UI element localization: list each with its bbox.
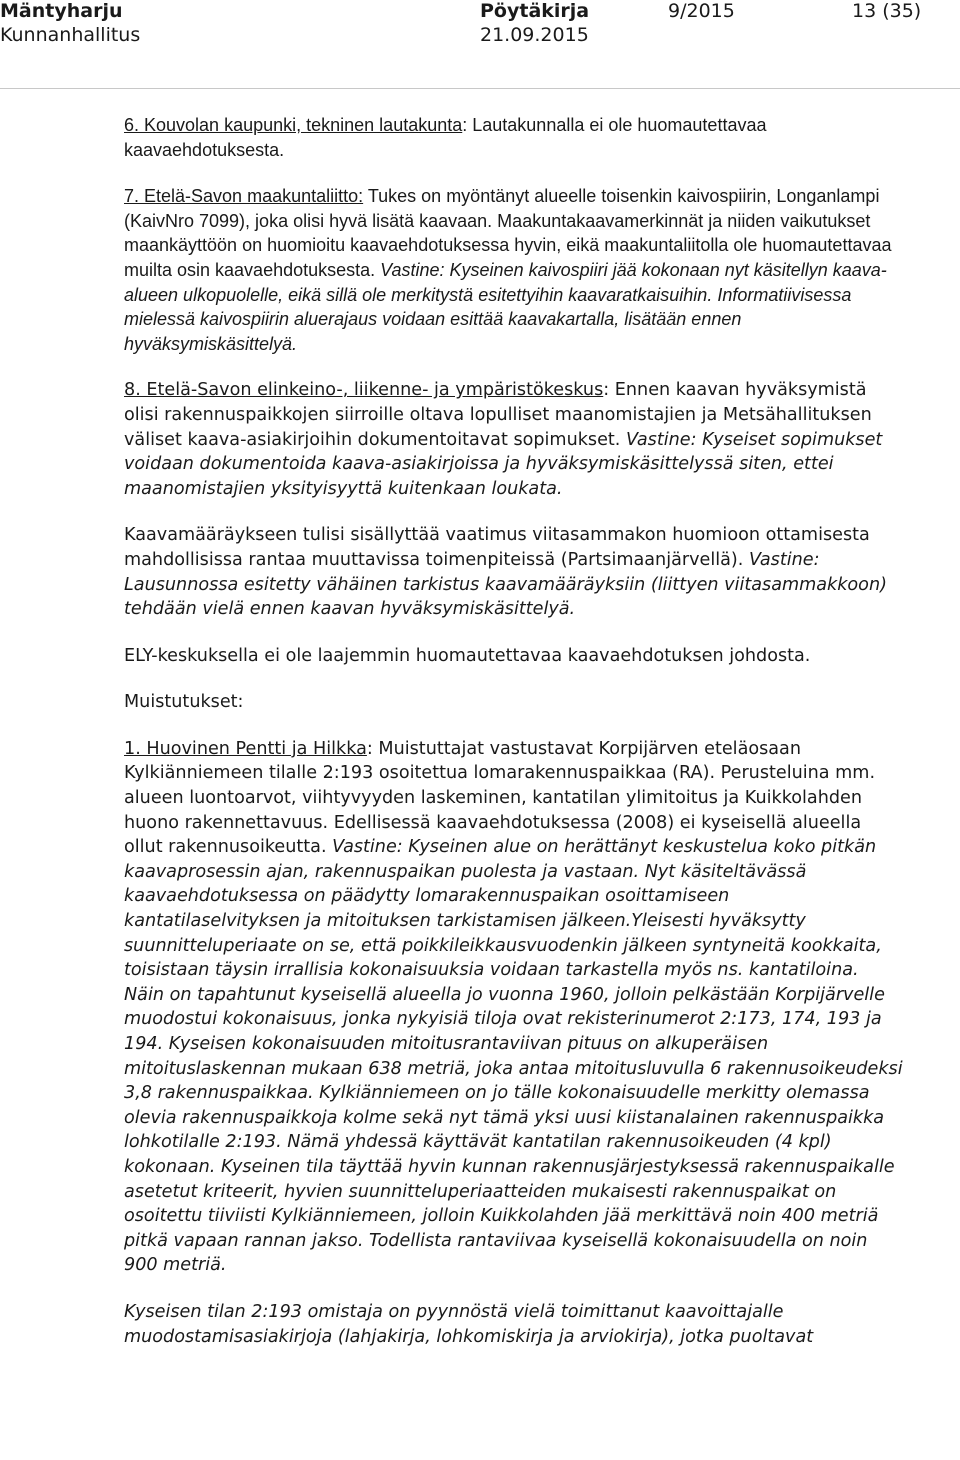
remark-1-text: : Muistuttajat vastustavat Korpijärven eteläosaan Kylkiänniemeen tilalle 2:193 osoitettua lomarakennuspaikkaa (RA). Perusteluina mm. alueen luontoarvot, viihtyvyyden laskeminen, kantatilan ylimitoitus ja Kuikkolahden huono rakennettavuus. Edellisessä kaavaehdotuksessa (2008) ei kyseisellä alueella ollut rakennusoikeutta.	[124, 738, 876, 858]
item-8-text: : Ennen kaavan hyväksymistä olisi rakennuspaikkojen siirroille oltava lopulliset maanomistajien ja Metsähallituksen väliset kaava-asiakirjoihin dokumentoitavat sopimukset.	[124, 380, 872, 450]
page-number: 13 (35)	[852, 0, 922, 22]
document-type: Pöytäkirja	[480, 0, 590, 22]
municipality-name: Mäntyharju	[0, 0, 123, 22]
item-8-title: 8. Etelä-Savon elinkeino-, liikenne- ja ympäristökeskus	[124, 380, 604, 401]
header-divider	[0, 88, 960, 89]
meeting-number: 9/2015	[668, 0, 735, 22]
remark-1	[124, 737, 904, 1278]
remarks-heading: Muistutukset:	[124, 692, 244, 713]
statement-item-6	[124, 113, 904, 162]
meeting-date: 21.09.2015	[480, 24, 589, 46]
frog-regulation-text: Kaavamääräykseen tulisi sisällyttää vaatimus viitasammakon huomioon ottamisesta mahdollisissa rantaa muuttavissa toimenpiteissä (Partsimaanjärvellä).	[124, 525, 870, 570]
item-7-reply: Vastine: Kyseinen kaivospiiri jää kokonaan nyt käsitellyn kaava-alueen ulkopuolelle, eikä sillä ole merkitystä esitettyihin kaavaratkaisuihin. Informatiivisessa mielessä kaivospiirin aluerajaus voidaan esittää kaavakartalla, lisätään ennen hyväksymiskäsittelyä.	[124, 259, 887, 354]
remark-1-title: 1. Huovinen Pentti ja Hilkka	[124, 738, 367, 759]
item-6-text: : Lautakunnalla ei ole huomautettavaa kaavaehdotuksesta.	[124, 115, 767, 160]
item-8-reply: Vastine: Kyseiset sopimukset voidaan dokumentoida kaava-asiakirjoissa ja hyväksymiskäsittelyssä siten, ettei maanomistajien yksityisyyttä kuitenkaan loukata.	[124, 429, 883, 499]
item-7-text: Tukes on myöntänyt alueelle toisenkin kaivospiirin, Longanlampi (KaivNro 7099), joka olisi hyvä lisätä kaavaan. Maakuntakaavamerkinnät ja niiden vaikutukset maankäyttöön on huomioitu kaavaehdotuksessa hyvin, eikä maakuntaliitolla ole huomautettavaa muilta osin kaavaehdotuksesta.	[124, 186, 892, 280]
paragraph-ely-summary: ELY-keskuksella ei ole laajemmin huomautettavaa kaavaehdotuksen johdosta.	[124, 645, 811, 666]
page-header	[0, 0, 960, 46]
remark-1-continuation	[124, 1300, 904, 1349]
item-6-title: 6. Kouvolan kaupunki, tekninen lautakunta	[124, 115, 463, 135]
frog-regulation-reply: Vastine: Lausunnossa esitetty vähäinen tarkistus kaavamääräyksiin (liittyen viitasammakkoon) tehdään vielä ennen kaavan hyväksymiskäsittelyä.	[124, 549, 887, 620]
statement-item-8	[124, 378, 904, 501]
document-body	[124, 113, 904, 1349]
remark-1-reply: Vastine: Kyseinen alue on herättänyt keskustelua koko pitkän kaavaprosessin ajan, rakennuspaikan puolesta ja vastaan. Nyt käsiteltävässä kaavaehdotuksessa on päädytty lomarakennuspaikan osoittamiseen kantatilaselvityksen ja mitoituksen tarkistamisen jälkeen.Yleisesti hyväksytty suunnitteluperiaate on se, että poikkileikkausvuodenkin jälkeen syntyneitä kookkaita, toisistaan täysin irrallisia kokonaisuuksia voidaan tarkastella myös ns. kantatiloina. Näin on tapahtunut kyseisellä alueella jo vuonna 1960, jolloin pelkästään Korpijärvelle muodostui kokonaisuus, jonka nykyisiä tiloja ovat rekisterinumerot 2:173, 174, 193 ja 194. Kyseisen kokonaisuuden mitoitusrantaviivan pituus on alkuperäisen mitoituslaskennan mukaan 638 metriä, joka antaa mitoitusluvulla 6 rakennusoikeudeksi 3,8 rakennuspaikkaa. Kylkiänniemeen on jo tälle kokonaisuudelle merkitty olemassa olevia rakennuspaikkoja kolme sekä nyt tämä yksi uusi kiistanalainen rakennuspaikka lohkotilalle 2:193. Nämä yhdessä käyttävät kantatilan rakennusoikeuden (4 kpl) kokonaan. Kyseinen tila täyttää hyvin kunnan rakennusjärjestyksessä rakennuspaikalle asetetut kriteerit, hyvien suunnitteluperiaatteiden mukaisesti rakennuspaikat on osoitettu tiiviisti Kylkiänniemeen, jolloin Kuikkolahden jää merkittävä noin 400 metriä pitkä vapaan rannan jakso. Todellista rantaviivaa kyseisellä kokonaisuudella on noin 900 metriä.	[124, 837, 903, 1276]
remark-1-reply-continued: Kyseisen tilan 2:193 omistaja on pyynnöstä vielä toimittanut kaavoittajalle muodostamisasiakirjoja (lahjakirja, lohkomiskirja ja arviokirja), jotka puoltavat	[124, 1301, 814, 1347]
governing-body: Kunnanhallitus	[0, 24, 141, 46]
paragraph-frog-regulation	[124, 523, 904, 621]
item-7-title: 7. Etelä-Savon maakuntaliitto:	[124, 186, 364, 207]
statement-item-7	[124, 184, 904, 356]
